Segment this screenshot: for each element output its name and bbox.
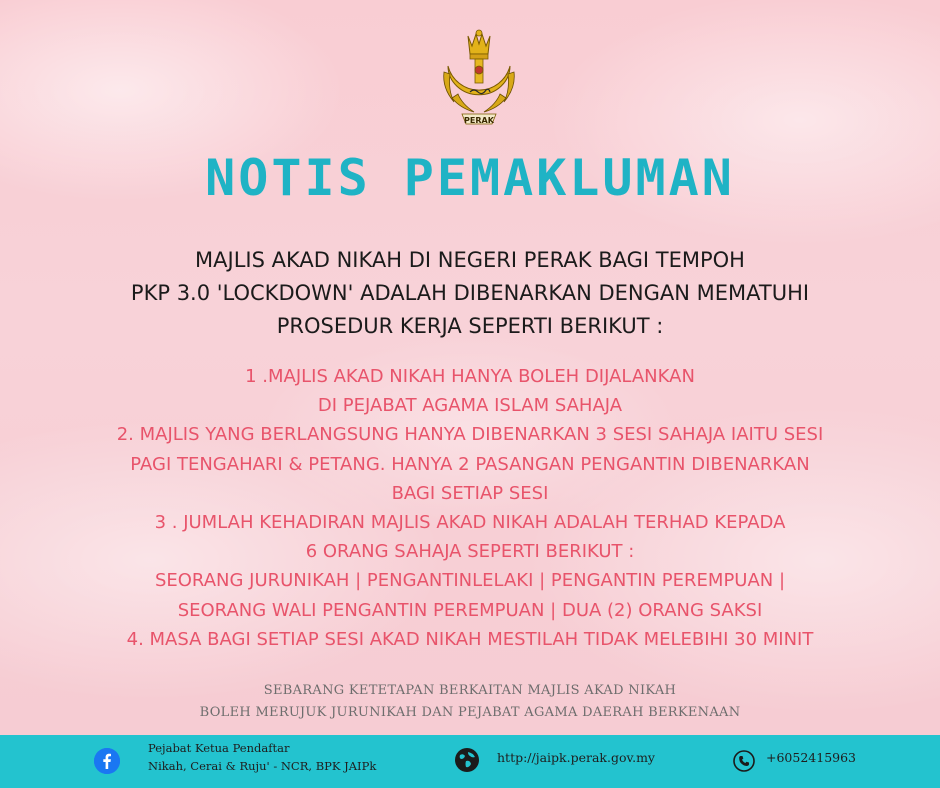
perak-crest-logo — [434, 28, 524, 132]
rule-line: 1 .MAJLIS AKAD NIKAH HANYA BOLEH DIJALANKAN — [245, 366, 695, 387]
rule-line: 2. MAJLIS YANG BERLANGSUNG HANYA DIBENARKAN 3 SESI SAHAJA IAITU SESI — [116, 424, 824, 446]
intro-line: PKP 3.0 'LOCKDOWN' ADALAH DIBENARKAN DENGAN MEMATUHI — [130, 281, 810, 305]
website-link[interactable]: http://jaipk.perak.gov.my — [497, 750, 655, 765]
org-name-line1: Pejabat Ketua Pendaftar — [148, 741, 290, 755]
footnote — [0, 680, 940, 724]
rule-line: PAGI TENGAHARI & PETANG. HANYA 2 PASANGAN PENGANTIN DIBENARKAN — [130, 453, 810, 475]
rule-line: SEORANG JURUNIKAH | PENGANTINLELAKI | PENGANTIN PEREMPUAN | — [154, 570, 786, 592]
rule-line: 3 . JUMLAH KEHADIRAN MAJLIS AKAD NIKAH ADALAH TERHAD KEPADA — [154, 512, 786, 534]
logo-label: PERAK — [464, 116, 494, 125]
phone-number[interactable]: +6052415963 — [766, 750, 857, 765]
rules-list — [0, 362, 940, 654]
org-name-line2: Nikah, Cerai & Ruju' - NCR, BPK JAIPk — [148, 759, 377, 773]
intro-line: PROSEDUR KERJA SEPERTI BERIKUT : — [276, 314, 664, 338]
intro-line: MAJLIS AKAD NIKAH DI NEGERI PERAK BAGI TEMPOH — [195, 248, 745, 272]
intro-text — [0, 244, 940, 343]
rule-line: 4. MASA BAGI SETIAP SESI AKAD NIKAH MESTILAH TIDAK MELEBIHI 30 MINIT — [126, 628, 814, 650]
rule-line: SEORANG WALI PENGANTIN PEREMPUAN | DUA (2) ORANG SAKSI — [177, 599, 763, 621]
footer-bar — [0, 735, 940, 788]
footnote-line: SEBARANG KETETAPAN BERKAITAN MAJLIS AKAD NIKAH — [263, 683, 677, 698]
page-title: NOTIS PEMAKLUMAN — [205, 149, 735, 207]
rule-line: BAGI SETIAP SESI — [391, 482, 549, 504]
rule-line: DI PEJABAT AGAMA ISLAM SAHAJA — [317, 395, 623, 417]
footnote-line: BOLEH MERUJUK JURUNIKAH DAN PEJABAT AGAMA DAERAH BERKENAAN — [199, 705, 741, 720]
rule-line: 6 ORANG SAHAJA SEPERTI BERIKUT : — [305, 541, 635, 563]
globe-icon — [454, 747, 480, 773]
phone-icon — [733, 750, 755, 772]
facebook-icon[interactable] — [94, 748, 120, 774]
